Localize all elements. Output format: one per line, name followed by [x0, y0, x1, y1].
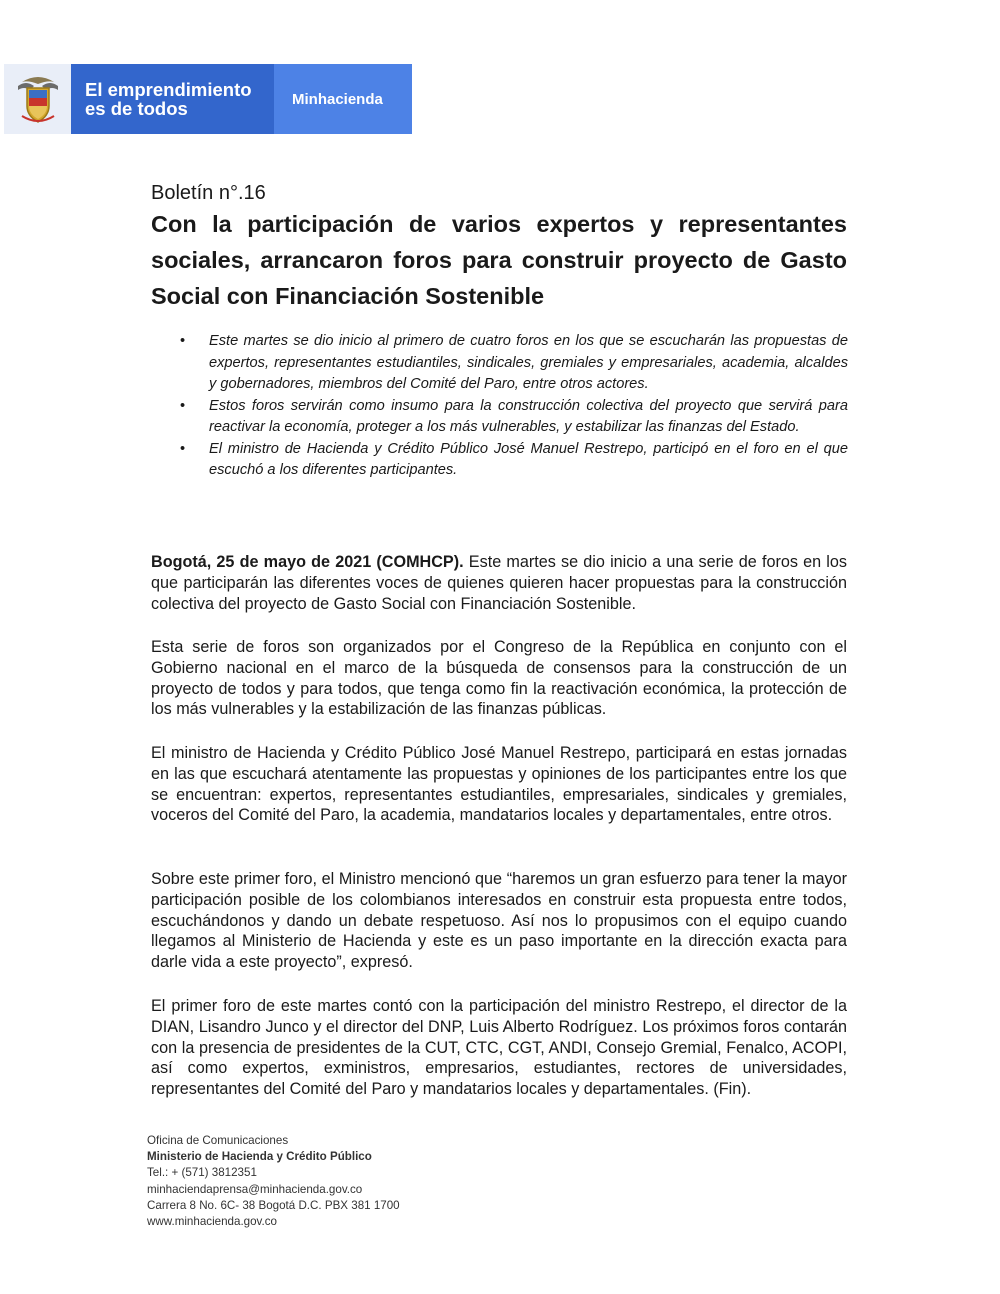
- footer-phone: Tel.: + (571) 3812351: [147, 1166, 257, 1180]
- bullet-icon: •: [180, 333, 186, 349]
- highlight-text: Estos foros servirán como insumo para la construcción colectiva del proyecto que servirá para reactivar la economía, proteger a los más vulnerables, y estabilizar las finanzas del Estado.: [209, 397, 848, 435]
- brand-label: Minhacienda: [274, 64, 412, 134]
- bulletin-number: Boletín n°.16: [151, 182, 266, 204]
- header-banner: [4, 64, 412, 134]
- seal-box: [4, 64, 71, 134]
- slogan-line-1: El emprendimiento: [85, 79, 252, 100]
- headline: Con la participación de varios expertos y representantes sociales, arrancaron foros para construir proyecto de Gasto Social con Financiación Sostenible: [151, 211, 847, 309]
- bullet-icon: •: [180, 397, 186, 414]
- bullet-icon: •: [180, 440, 186, 457]
- body-paragraph-4: Sobre este primer foro, el Ministro mencionó que “haremos un gran esfuerzo para tener la mayor participación posible de los colombianos interesados en construir esta propuesta entre todos, escuchándonos y dando un debate respetuoso. Así nos lo propusimos con el equipo cuando llegamos al Ministerio de Hacienda y este es un paso importante en la dirección exacta para darle vida a este proyecto”, expresó.: [151, 870, 847, 972]
- highlights-list: [180, 331, 848, 482]
- footer-ministry: Ministerio de Hacienda y Crédito Público: [147, 1150, 372, 1164]
- coat-of-arms-icon: [14, 72, 62, 126]
- slogan-box: [71, 64, 274, 134]
- footer-contact: [147, 1133, 400, 1230]
- highlight-text: Este martes se dio inicio al primero de cuatro foros en los que se escucharán las propuestas de expertos, representantes estudiantiles, sindicales, gremiales y empresariales, academia, alcaldes y gobernadores, miembros del Comité del Paro, entre otros actores.: [209, 333, 848, 392]
- footer-office: Oficina de Comunicaciones: [147, 1134, 289, 1147]
- paragraph-1-text: Este martes se dio inicio a una serie de foros en los que participarán las diferentes voces de quienes quieren hacer propuestas para la construcción colectiva del proyecto de Gasto Social con Financiación Sostenible.: [151, 553, 847, 613]
- footer-address: Carrera 8 No. 6C- 38 Bogotá D.C. PBX 381 1700: [147, 1198, 400, 1212]
- body-paragraph-2: Esta serie de foros son organizados por el Congreso de la República en conjunto con el Gobierno nacional en el marco de la búsqueda de consensos para la construcción de un proyecto de todos y para todos, que tenga como fin la reactivación económica, la protección de los más vulnerables y la estabilización de las finanzas públicas.: [151, 638, 847, 719]
- highlight-item: [180, 331, 848, 396]
- highlight-item: [180, 439, 848, 482]
- body-paragraph-3: El ministro de Hacienda y Crédito Público José Manuel Restrepo, participará en estas jornadas en las que escuchará atentamente las propuestas y opiniones de los participantes entre los que se encuentran: expertos, representantes estudiantiles, empresariales, sindicales y gremiales, voceros del Comité del Paro, la academia, mandatarios locales y departamentales, entre otros.: [151, 744, 847, 825]
- dateline: Bogotá, 25 de mayo de 2021 (COMHCP).: [151, 553, 464, 571]
- slogan-line-2: es de todos: [85, 98, 188, 119]
- body-paragraph-1: [151, 552, 847, 614]
- highlight-item: [180, 396, 848, 439]
- footer-website: www.minhacienda.gov.co: [147, 1215, 277, 1229]
- highlight-text: El ministro de Hacienda y Crédito Público José Manuel Restrepo, participó en el foro en el que escuchó a los diferentes participantes.: [209, 440, 848, 478]
- footer-email: minhaciendaprensa@minhacienda.gov.co: [147, 1182, 363, 1196]
- body-paragraph-5: El primer foro de este martes contó con la participación del ministro Restrepo, el director de la DIAN, Lisandro Junco y el director del DNP, Luis Alberto Rodríguez. Los próximos foros contarán con la presencia de presidentes de la CUT, CTC, CGT, ANDI, Consejo Gremial, Fenalco, ACOPI, así como expertos, exministros, empresarios, estudiantes, rectores de universidades, representantes del Comité del Paro y mandatarios locales y departamentales. (Fin).: [151, 997, 847, 1099]
